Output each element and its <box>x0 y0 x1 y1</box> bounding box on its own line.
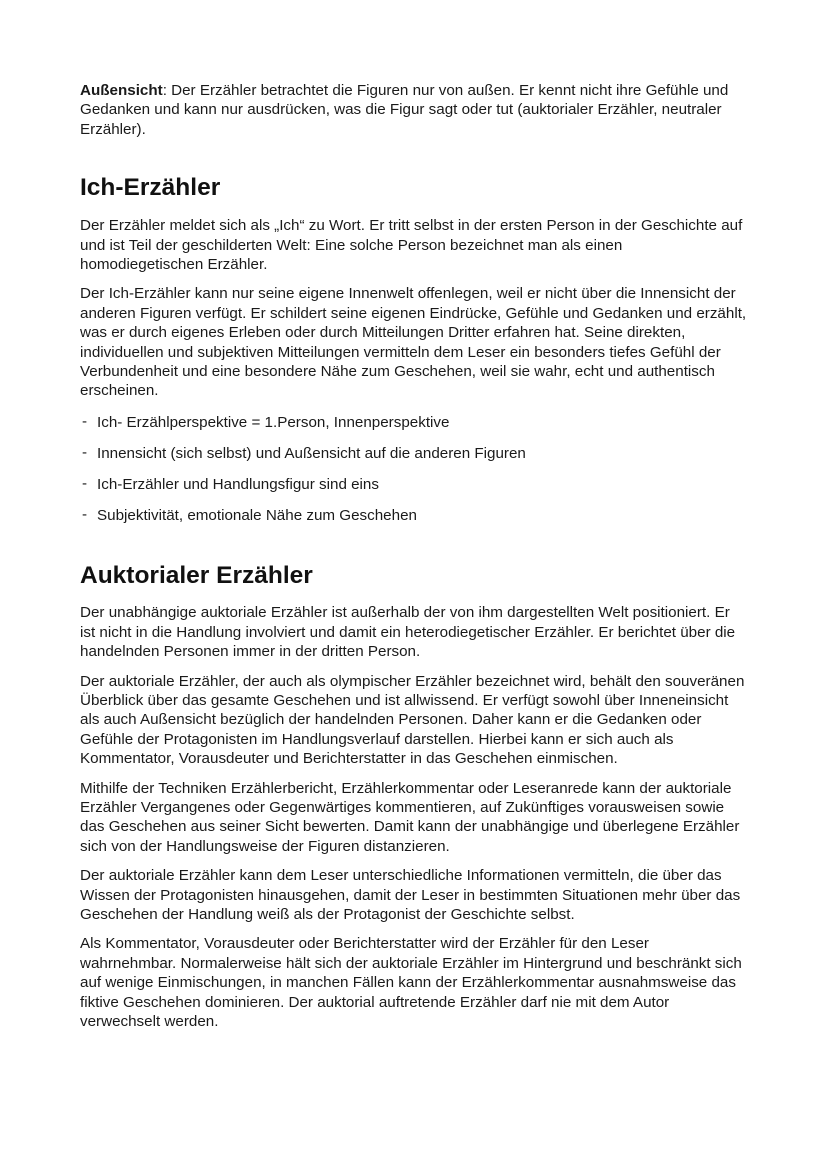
paragraph: Der auktoriale Erzähler, der auch als olympischer Erzähler bezeichnet wird, behält den souveränen Überblick über das gesamte Geschehen und ist allwissend. Er verfügt sowohl über Inneneinsicht als auch Außensicht bezüglich der handelnden Personen. Daher kann er die Gedanken oder Gefühle der Protagonisten im Handlungsverlauf darstellen. Hierbei kann er sich auch als Kommentator, Vorausdeuter und Berichterstatter in das Geschehen einmischen. <box>80 672 745 768</box>
paragraph: Als Kommentator, Vorausdeuter oder Berichterstatter wird der Erzähler für den Leser wahrnehmbar. Normalerweise hält sich der auktoriale Erzähler im Hintergrund und beschränkt sich auf wenige Einmischungen, in manchen Fällen kann der Erzählerkommentar ausnahmsweise das fiktive Geschehen dominieren. Der auktorial auftretende Erzähler darf nie mit dem Autor verwechselt werden. <box>80 935 742 1030</box>
intro-paragraph <box>80 81 748 139</box>
dash-list <box>80 413 748 525</box>
intro-term: Außensicht <box>80 82 163 99</box>
paragraph: Der Ich-Erzähler kann nur seine eigene Innenwelt offenlegen, weil er nicht über die Innensicht der anderen Figuren verfügt. Er schildert seine eigenen Eindrücke, Gefühle und Gedanken und erzählt, was er durch eigenes Erleben oder durch Mitteilungen Dritter erfahren hat. Seine direkten, individuellen und subjektiven Mitteilungen vermitteln dem Leser ein besonders tiefes Gefühl der Verbundenheit und eine besondere Nähe zum Geschehen, weil sie wahr, echt und authentisch erscheinen. <box>80 285 747 400</box>
heading-ich-erzaehler: Ich-Erzähler <box>80 174 221 202</box>
list-item-text: Innensicht (sich selbst) und Außensicht auf die anderen Figuren <box>97 444 526 462</box>
dash-marker: - <box>82 505 88 523</box>
dash-marker: - <box>82 412 88 430</box>
intro-text: : Der Erzähler betrachtet die Figuren nur von außen. Er kennt nicht ihre Gefühle und Gedanken und kann nur ausdrücken, was die Figur sagt oder tut (auktorialer Erzähler, neutraler Erzähler). <box>80 82 729 138</box>
paragraph: Mithilfe der Techniken Erzählerbericht, Erzählerkommentar oder Leseranrede kann der auktoriale Erzähler Vergangenes oder Gegenwärtiges kommentieren, auf Zukünftiges vorausweisen sowie das Geschehen aus seiner Sicht bewerten. Damit kann der unabhängige und überlegene Erzähler sich von der Handlungsweise der Figuren distanzieren. <box>80 779 740 855</box>
dash-marker: - <box>82 443 88 461</box>
list-item <box>80 506 748 525</box>
list-item-text: Ich-Erzähler und Handlungsfigur sind eins <box>97 475 379 493</box>
list-item-text: Ich- Erzählperspektive = 1.Person, Innenperspektive <box>97 413 450 431</box>
list-item <box>80 475 748 494</box>
list-item <box>80 413 748 432</box>
paragraph: Der auktoriale Erzähler kann dem Leser unterschiedliche Informationen vermitteln, die über das Wissen der Protagonisten hinausgehen, damit der Leser in bestimmten Situationen mehr über das Geschehen der Handlung weiß als der Protagonist der Geschichte selbst. <box>80 867 741 923</box>
dash-marker: - <box>82 474 88 492</box>
heading-auktorialer-erzaehler: Auktorialer Erzähler <box>80 562 313 590</box>
paragraph: Der Erzähler meldet sich als „Ich“ zu Wort. Er tritt selbst in der ersten Person in der Geschichte auf und ist Teil der geschilderten Welt: Eine solche Person bezeichnet man als einen homodiegetischen Erzähler. <box>80 217 743 274</box>
list-item <box>80 444 748 463</box>
paragraph: Der unabhängige auktoriale Erzähler ist außerhalb der von ihm dargestellten Welt positioniert. Er ist nicht in die Handlung involviert und damit ein heterodiegetischer Erzähler. Er berichtet über die handelnden Personen immer in der dritten Person. <box>80 604 736 661</box>
list-item-text: Subjektivität, emotionale Nähe zum Geschehen <box>97 506 417 524</box>
